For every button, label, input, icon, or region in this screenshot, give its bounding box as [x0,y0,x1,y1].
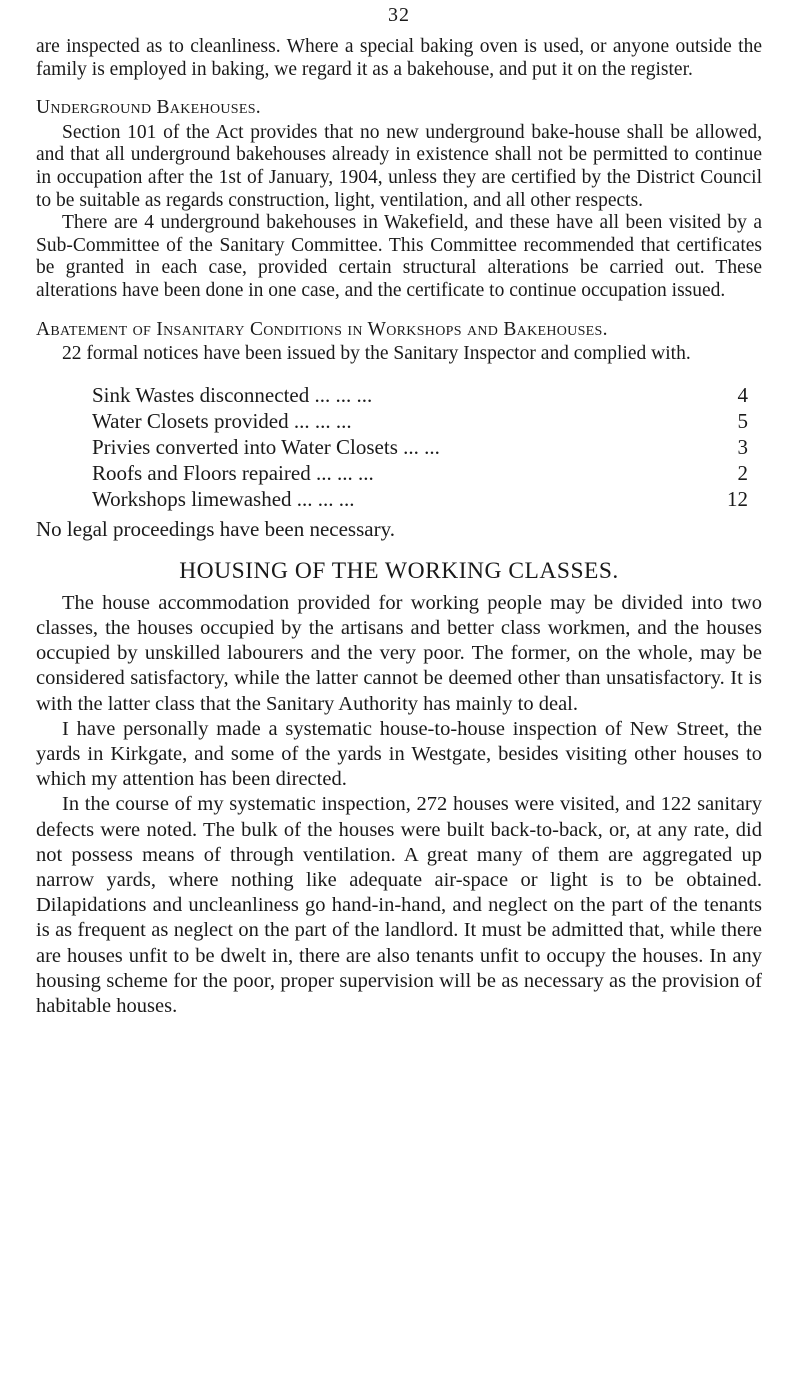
list-item [92,486,748,512]
list-item-label: Sink Wastes disconnected ... ... ... [92,382,373,407]
intro-paragraph: are inspected as to cleanliness. Where a special baking oven is used, or anyone outside the family is employed in baking, we regard it as a bakehouse, and put it on the register. [36,36,762,80]
list-item-label: Workshops limewashed ... ... ... [92,486,355,511]
underground-paragraph-1: Section 101 of the Act provides that no new underground bake-house shall be allowed, and that all underground bakehouses already in existence shall not be permitted to continue in occupation after the 1st of January, 1904, unless they are certified by the District Council to be suitable as regards construction, light, ventilation, and all other respects. [36,121,762,211]
housing-section-title: HOUSING OF THE WORKING CLASSES. [179,557,619,584]
list-item-label: Privies converted into Water Closets ... ... [92,434,440,459]
page-number: 32 [388,4,410,26]
list-item-value: 5 [737,408,748,433]
list-item [92,408,748,434]
list-item [92,460,748,486]
housing-paragraph-1: The house accommodation provided for working people may be divided into two classes, the houses occupied by the artisans and better class workmen, and the houses occupied by unskilled labourers and the very poor. The former, on the whole, may be considered satisfactory, while the latter cannot be deemed other than unsatisfactory. It is with the latter class that the Sanitary Authority has mainly to deal. [36,591,762,715]
abatement-heading: Abatement of Insanitary Conditions in Workshops and Bakehouses. [36,318,608,340]
underground-paragraph-2: There are 4 underground bakehouses in Wakefield, and these have all been visited by a Sub-Committee of the Sanitary Committee. This Committee recommended that certificates be granted in each case, provided certain structural alterations be carried out. These alterations have been done in one case, and the certificate to continue occupation issued. [36,212,762,301]
list-item-label: Roofs and Floors repaired ... ... ... [92,460,374,485]
defects-list [92,382,748,512]
housing-paragraph-2: I have personally made a systematic house-to-house inspection of New Street, the yards in Kirkgate, and some of the yards in Westgate, besides visiting other houses to which my attention has been directed. [36,717,762,791]
legal-proceedings-note: No legal proceedings have been necessary. [36,516,395,541]
underground-bakehouses-heading: Underground Bakehouses. [36,97,261,119]
list-item-value: 3 [737,434,748,459]
list-item-value: 4 [737,382,748,407]
list-item-label: Water Closets provided ... ... ... [92,408,352,433]
housing-body [36,591,762,1019]
housing-paragraph-3: In the course of my systematic inspection, 272 houses were visited, and 122 sanitary defects were noted. The bulk of the houses were built back-to-back, or, at any rate, did not possess means of through ventilation. A great many of them are aggregated up narrow yards, where nothing like adequate air-space or light is to be obtained. Dilapidations and uncleanliness go hand-in-hand, and neglect on the part of the tenants is as frequent as neglect on the part of the landlord. It must be admitted that, while there are houses unfit to be dwelt in, there are also tenants unfit to occupy the houses. In any housing scheme for the poor, proper supervision will be as necessary as the provision of habitable houses. [36,793,762,1017]
list-item-value: 2 [737,460,748,485]
abatement-paragraph: 22 formal notices have been issued by the Sanitary Inspector and complied with. [62,343,691,365]
list-item [92,382,748,408]
list-item-value: 12 [727,486,748,511]
list-item [92,434,748,460]
